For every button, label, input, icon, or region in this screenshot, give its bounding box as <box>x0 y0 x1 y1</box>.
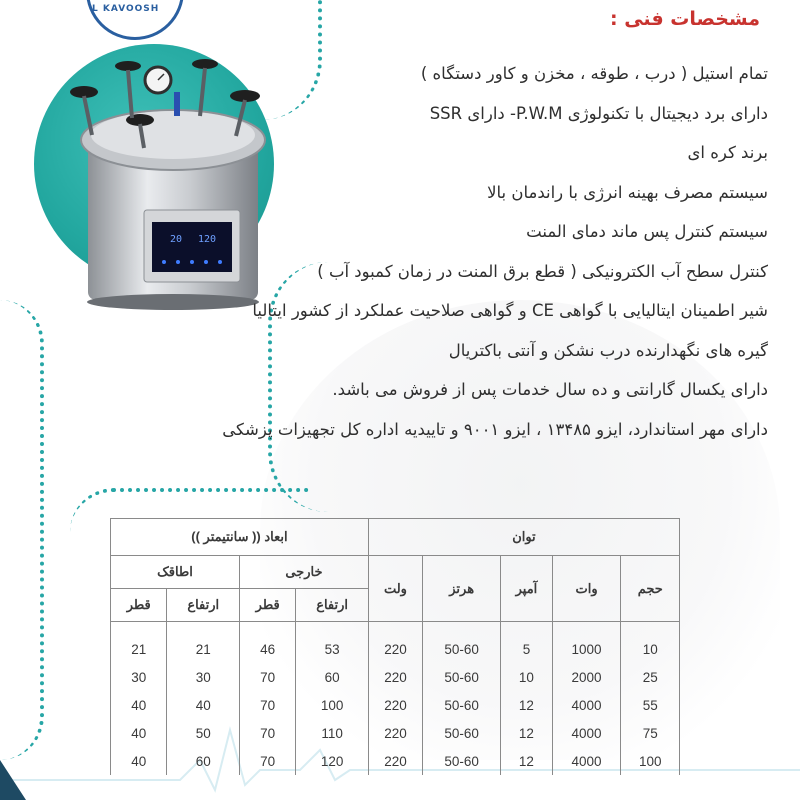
spec-item: دارای یکسال گارانتی و ده سال خدمات پس از فروش می باشد. <box>332 380 768 399</box>
cell-watt: 2000 <box>552 663 621 691</box>
cell-ext-height: 60 <box>296 663 369 691</box>
cell-ext-diameter: 70 <box>239 719 295 747</box>
cell-ch-height: 30 <box>167 663 240 691</box>
logo-text: L KAVOOSH <box>92 4 160 14</box>
cell-ext-height: 53 <box>296 622 369 664</box>
cell-hertz: 50-60 <box>423 622 501 664</box>
technical-specs-heading: مشخصات فنی : <box>610 8 760 30</box>
cell-amp: 12 <box>501 747 552 775</box>
external-diameter-header: قطر <box>239 589 295 622</box>
cell-ext-diameter: 70 <box>239 663 295 691</box>
cell-volt: 220 <box>368 719 422 747</box>
table-row <box>111 747 680 775</box>
cell-ch-height: 50 <box>167 719 240 747</box>
cell-ext-height: 110 <box>296 719 369 747</box>
chamber-diameter-header: قطر <box>111 589 167 622</box>
cell-ch-diameter: 30 <box>111 663 167 691</box>
hertz-header: هرتز <box>423 556 501 622</box>
cell-watt: 4000 <box>552 719 621 747</box>
cell-ext-height: 120 <box>296 747 369 775</box>
cell-amp: 5 <box>501 622 552 664</box>
cell-volt: 220 <box>368 747 422 775</box>
cell-ch-diameter: 40 <box>111 747 167 775</box>
cell-ext-height: 100 <box>296 691 369 719</box>
cell-ch-diameter: 21 <box>111 622 167 664</box>
spec-item: سیستم مصرف بهینه انرژی با راندمان بالا <box>487 182 768 202</box>
cell-hertz: 50-60 <box>423 663 501 691</box>
spec-item: گیره های نگهدارنده درب نشکن و آنتی باکتریال <box>448 340 768 360</box>
chamber-height-header: ارتفاع <box>167 589 240 622</box>
spec-item: سیستم کنترل پس ماند دمای المنت <box>526 222 768 241</box>
cell-volt: 220 <box>368 691 422 719</box>
cell-ext-diameter: 70 <box>239 691 295 719</box>
cell-watt: 4000 <box>552 691 621 719</box>
external-height-header: ارتفاع <box>296 589 369 622</box>
external-header: خارجی <box>239 556 368 589</box>
corner-accent <box>0 760 26 800</box>
cell-volume: 10 <box>621 622 680 664</box>
volt-header: ولت <box>368 556 422 622</box>
cell-amp: 12 <box>501 691 552 719</box>
cell-volt: 220 <box>368 663 422 691</box>
spec-item: دارای مهر استاندارد، ایزو ۱۳۴۸۵ ، ایزو ۹۰۰۱ و تاییدیه اداره کل تجهیزات پزشکی <box>222 419 768 439</box>
spec-item: شیر اطمینان ایتالیایی با گواهی CE و گواهی صلاحیت عملکرد از کشور ایتالیا <box>252 301 768 320</box>
cell-hertz: 50-60 <box>423 719 501 747</box>
cell-volt: 220 <box>368 622 422 664</box>
spec-item: کنترل سطح آب الکترونیکی ( قطع برق المنت در زمان کمبود آب ) <box>317 261 768 281</box>
spec-table-container <box>110 518 680 776</box>
cell-volume: 25 <box>621 663 680 691</box>
chamber-header: اطاقک <box>111 556 240 589</box>
cell-ch-height: 60 <box>167 747 240 775</box>
table-row <box>111 663 680 691</box>
display-right-reading: 120 <box>198 234 217 245</box>
cell-ch-height: 40 <box>167 691 240 719</box>
cell-amp: 10 <box>501 663 552 691</box>
dimensions-header: ابعاد (( سانتیمتر )) <box>111 519 369 556</box>
cell-ch-diameter: 40 <box>111 719 167 747</box>
cell-volume: 55 <box>621 691 680 719</box>
cell-amp: 12 <box>501 719 552 747</box>
display-left-reading: 20 <box>170 234 183 245</box>
cell-volume: 75 <box>621 719 680 747</box>
cell-watt: 4000 <box>552 747 621 775</box>
spec-item: برند کره ای <box>687 143 768 162</box>
cell-ext-diameter: 70 <box>239 747 295 775</box>
cell-hertz: 50-60 <box>423 747 501 775</box>
amp-header: آمپر <box>501 556 552 622</box>
table-row <box>111 622 680 664</box>
cell-hertz: 50-60 <box>423 691 501 719</box>
table-row <box>111 691 680 719</box>
cell-ch-diameter: 40 <box>111 691 167 719</box>
spec-table <box>110 518 680 775</box>
watt-header: وات <box>552 556 621 622</box>
spec-item: تمام استیل ( درب ، طوقه ، مخزن و کاور دستگاه ) <box>420 64 768 83</box>
cell-watt: 1000 <box>552 622 621 664</box>
volume-header: حجم <box>621 556 680 622</box>
cell-ch-height: 21 <box>167 622 240 664</box>
spec-list <box>208 54 768 449</box>
cell-ext-diameter: 46 <box>239 622 295 664</box>
power-header: توان <box>368 519 679 556</box>
cell-volume: 100 <box>621 747 680 775</box>
table-row <box>111 719 680 747</box>
spec-item: دارای برد دیجیتال با تکنولوژی P.W.M- دارای SSR <box>429 103 768 123</box>
